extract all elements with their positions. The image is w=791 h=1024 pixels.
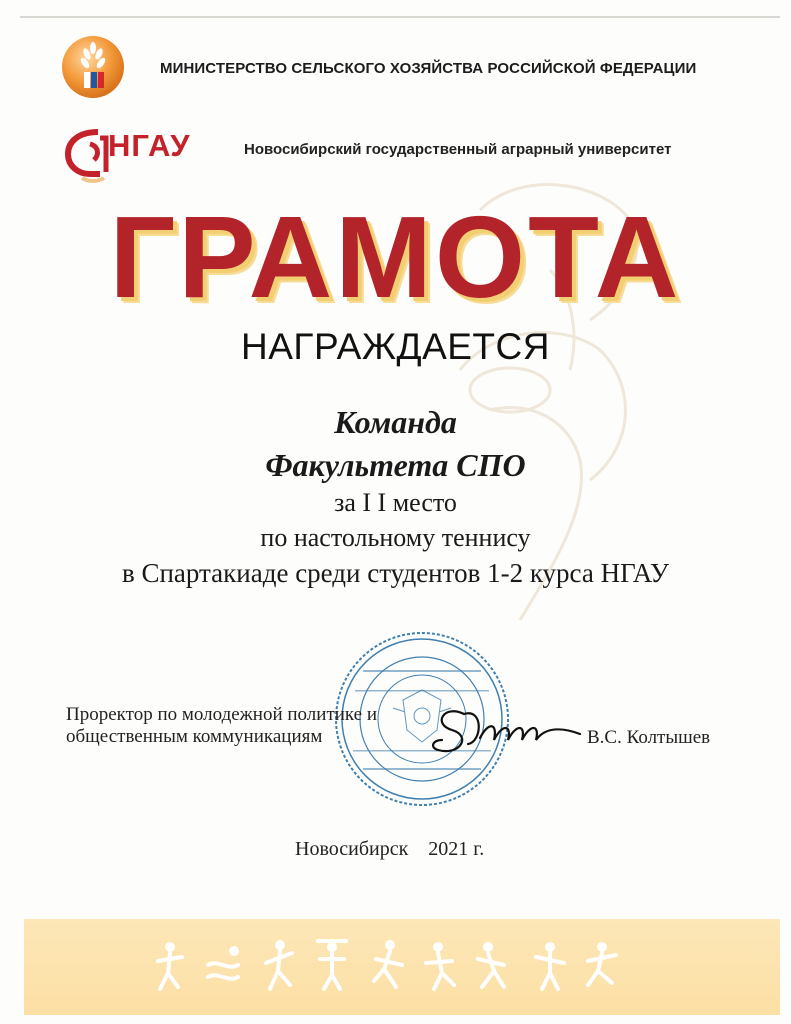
- event-text: по настольному теннису: [260, 523, 531, 552]
- ministry-wheat-logo-icon: [60, 34, 126, 100]
- signatory-name: В.С. Колтышев: [587, 727, 711, 748]
- city-year: Новосибирск 2021 г.: [295, 838, 485, 860]
- awarded-label: НАГРАЖДАЕТСЯ: [241, 326, 550, 367]
- ngau-logo-text: НГАУ: [108, 128, 191, 163]
- handwritten-signature: [424, 694, 584, 764]
- top-divider: [20, 16, 780, 18]
- ministry-title: МИНИСТЕРСТВО СЕЛЬСКОГО ХОЗЯЙСТВА РОССИЙСКОЙ ФЕДЕРАЦИИ: [160, 60, 697, 77]
- signatory-role-line2: общественным коммуникациям: [66, 726, 323, 747]
- recipient-team: Команда: [334, 404, 457, 440]
- university-title: Новосибирский государственный аграрный университет: [244, 141, 672, 158]
- sports-pictograms-icon: [150, 935, 630, 997]
- signatory-role-line1: Проректор по молодежной политике и: [66, 704, 378, 725]
- recipient-faculty: Факультета СПО: [265, 447, 526, 483]
- signatory-role: [66, 704, 426, 748]
- place-text: за I I место: [334, 488, 457, 517]
- competition-text: в Спартакиаде среди студентов 1-2 курса НГАУ: [121, 558, 670, 588]
- certificate-title: ГРАМОТА: [109, 192, 682, 322]
